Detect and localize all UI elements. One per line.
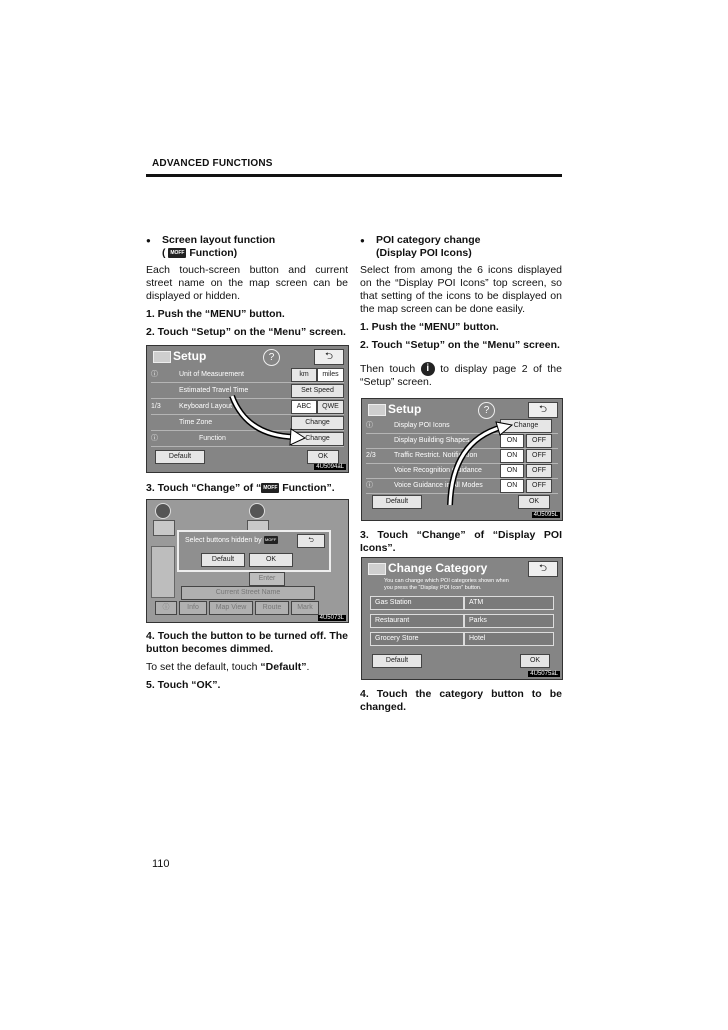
setup-screen-1 (146, 345, 349, 473)
dialog-title-text: Select buttons hidden by (185, 536, 262, 544)
default-button[interactable]: Default (201, 553, 245, 567)
step-5: 5. Touch “OK”. (146, 679, 221, 691)
bullet-screen-layout (146, 234, 348, 260)
note-post: . (306, 661, 310, 673)
then-pre: Then touch (360, 362, 416, 375)
ok-button[interactable]: OK (307, 450, 339, 464)
back-icon[interactable]: ⮌ (297, 534, 325, 548)
bullet-title-line1: ● Screen layout function (162, 234, 276, 246)
setup-title-icon (153, 351, 171, 363)
row-label: Display Building Shapes (394, 437, 470, 444)
paren: ( (162, 247, 166, 259)
dialog-title (185, 536, 278, 544)
step3-post: Function”. (282, 482, 335, 494)
ok-button[interactable]: OK (518, 495, 550, 509)
category-title-icon (368, 563, 386, 575)
category-gas-station[interactable]: Gas Station (370, 596, 464, 610)
default-note (146, 661, 348, 674)
row-label: Unit of Measurement (179, 371, 244, 378)
page-indicator: 2/3 (366, 452, 376, 459)
figure-code: 4U5073L (319, 615, 344, 621)
change-button[interactable]: Change (500, 419, 552, 433)
on-button[interactable]: ON (500, 434, 524, 448)
figure-code: 4U5094aL (316, 464, 344, 470)
left-column-bottom (146, 630, 348, 697)
row-label: Function (199, 435, 226, 442)
left-column-step3 (146, 482, 348, 500)
set-speed-button[interactable]: Set Speed (291, 384, 344, 398)
default-button[interactable]: Default (372, 495, 422, 509)
setup-title-icon (368, 404, 386, 416)
step-3: 3. Touch “Change” of “Display POI Icons”. (360, 529, 562, 554)
function-change-button[interactable]: Change (291, 432, 344, 446)
help-icon[interactable]: ? (478, 402, 495, 419)
note-pre: To set the default, touch (146, 661, 261, 673)
figure-code: 4U5075aL (530, 671, 558, 677)
then-touch-text (360, 362, 562, 389)
row-label: Voice Recognition Guidance (394, 467, 482, 474)
on-button[interactable]: ON (500, 464, 524, 478)
category-parks[interactable]: Parks (464, 614, 554, 628)
qwe-button[interactable]: QWE (317, 400, 344, 414)
ok-button[interactable]: OK (520, 654, 550, 668)
info-icon: i (421, 362, 435, 376)
right-column-step4 (360, 688, 562, 719)
row-label: Time Zone (179, 419, 213, 426)
row-label: Keyboard Layout (179, 403, 232, 410)
step3-pre: 3. Touch “Change” of “ (146, 482, 262, 494)
ok-button[interactable]: OK (249, 553, 293, 567)
compass-icon (155, 503, 171, 519)
category-grocery-store[interactable]: Grocery Store (370, 632, 464, 646)
on-button[interactable]: ON (500, 479, 524, 493)
page-indicator: 1/3 (151, 403, 161, 410)
km-button[interactable]: km (291, 368, 317, 382)
step-3 (146, 482, 348, 495)
step-2: 2. Touch “Setup” on the “Menu” screen. (146, 326, 346, 338)
off-button[interactable]: OFF (526, 464, 552, 478)
bullet-title-line1: ● POI category change (376, 234, 481, 246)
bullet-poi-category (360, 234, 562, 260)
info-icon: ⓘ (366, 422, 373, 429)
change-button[interactable]: Change (291, 416, 344, 430)
change-category-screen (361, 557, 563, 680)
screen-title: Change Category (388, 561, 488, 575)
screen-title: Setup (173, 349, 207, 363)
info-icon: ⓘ (151, 371, 158, 378)
row-label: Estimated Travel Time (179, 387, 249, 394)
step-4: 4. Touch the category button to be changed. (360, 688, 562, 713)
side-panel (151, 546, 175, 598)
bullet-title-line2 (162, 247, 348, 260)
info-icon: ⓘ (366, 482, 373, 489)
map-button-icon (153, 520, 175, 536)
bullet-title-line2: (Display POI Icons) (376, 247, 472, 259)
compass-icon (249, 503, 265, 519)
back-icon[interactable]: ⮌ (314, 349, 344, 365)
select-dialog (177, 530, 331, 572)
page-number: 110 (152, 858, 170, 870)
back-icon[interactable]: ⮌ (528, 402, 558, 418)
then-post: to display page 2 of the “Setup” screen. (360, 362, 562, 388)
function-screen (146, 499, 349, 623)
row-label: Voice Guidance in All Modes (394, 482, 483, 489)
category-atm[interactable]: ATM (464, 596, 554, 610)
step-4: 4. Touch the button to be turned off. The button becomes dimmed. (146, 630, 348, 655)
header-rule (146, 174, 562, 177)
abc-button[interactable]: ABC (291, 400, 317, 414)
info-icon[interactable]: ⓘ (155, 601, 177, 615)
info-button[interactable]: Info (179, 601, 207, 615)
default-button[interactable]: Default (155, 450, 205, 464)
left-column (146, 234, 348, 344)
moff-button-icon: MOFF (263, 485, 278, 492)
miles-button[interactable]: miles (317, 368, 344, 382)
route-button[interactable]: Route (255, 601, 289, 615)
pointer-arrow-icon (227, 391, 307, 446)
pointer-arrow-icon (446, 421, 516, 507)
step-2: 2. Touch “Setup” on the “Menu” screen. (360, 339, 560, 351)
category-hotel[interactable]: Hotel (464, 632, 554, 646)
moff-button-icon: MOFF (170, 250, 185, 257)
street-name-bar[interactable]: Current Street Name (181, 586, 315, 600)
default-button[interactable]: Default (372, 654, 422, 668)
right-column-step3 (360, 529, 562, 560)
setup-screen-2 (361, 398, 563, 521)
step-1: 1. Push the “MENU” button. (146, 308, 285, 320)
help-icon[interactable]: ? (263, 349, 280, 366)
on-button[interactable]: ON (500, 449, 524, 463)
moff-button-icon: MOFF (264, 537, 277, 542)
category-note: You can change which POI categories shown when you press the “Display POI Icon” button. (384, 578, 509, 591)
figure-code: 4U5095L (533, 512, 558, 518)
step-1: 1. Push the “MENU” button. (360, 321, 499, 333)
row-unit (151, 368, 344, 383)
mark-button[interactable]: Mark (291, 601, 319, 615)
back-icon[interactable]: ⮌ (528, 561, 558, 577)
off-button[interactable]: OFF (526, 479, 552, 493)
off-button[interactable]: OFF (526, 434, 552, 448)
intro-text: Select from among the 6 icons displayed on the “Display POI Icons” top screen, so that setting of the icons to be displayed on the map screen can be done easily. (360, 264, 562, 315)
enter-button[interactable]: Enter (249, 572, 285, 586)
note-bold: “Default” (260, 661, 307, 673)
bullet-title-tail: Function) (189, 247, 238, 259)
map-view-button[interactable]: Map View (209, 601, 253, 615)
section-header: ADVANCED FUNCTIONS (152, 158, 273, 169)
off-button[interactable]: OFF (526, 449, 552, 463)
row-label: Display POI Icons (394, 422, 450, 429)
row-label: Traffic Restrict. Notification (394, 452, 478, 459)
right-column (360, 234, 562, 394)
info-icon: ⓘ (151, 435, 158, 442)
screen-title: Setup (388, 402, 422, 416)
intro-text: Each touch-screen button and current street name on the map screen can be displayed or hidden. (146, 264, 348, 302)
category-restaurant[interactable]: Restaurant (370, 614, 464, 628)
